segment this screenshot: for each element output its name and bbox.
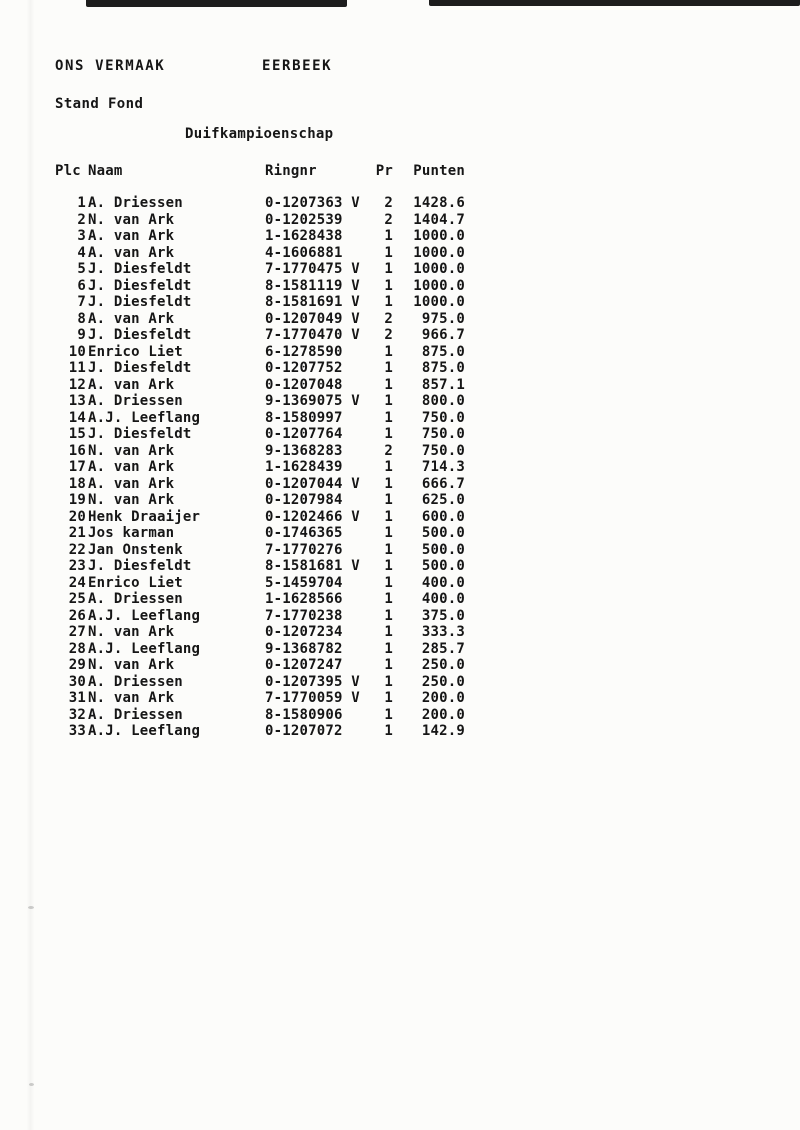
cell-plc: 30 [68,673,86,690]
cell-plc: 6 [77,277,86,294]
cell-punten: 1000.0 [413,294,465,310]
cell-pr: 1 [384,690,393,706]
cell-naam: N. van Ark [88,690,175,706]
cell-plc: 13 [68,393,86,409]
cell-pr: 1 [384,343,393,360]
cell-naam: J. Diesfeldt [88,360,192,376]
cell-plc: 27 [68,624,86,640]
cell-naam: N. van Ark [88,211,175,228]
cell-plc: 9 [77,327,86,343]
cell-pr: 1 [384,508,393,525]
cell-punten: 966.7 [421,327,465,343]
table-row [55,360,475,377]
cell-plc: 8 [77,310,86,327]
table-row [55,624,475,641]
cell-plc: 2 [77,211,86,228]
cell-punten: 875.0 [421,360,465,376]
cell-naam: Henk Draaijer [88,508,201,525]
table-row [55,608,475,625]
cell-naam: A.J. Leeflang [88,409,201,426]
cell-naam: N. van Ark [88,492,175,508]
table-row [55,641,475,658]
cell-naam: J. Diesfeldt [88,277,192,294]
cell-plc: 31 [68,690,86,706]
cell-ringnr: 1-1628566 [265,591,343,607]
cell-pr: 2 [384,211,393,228]
cell-ringnr: 7-1770475 V [265,261,360,277]
cell-plc: 11 [68,360,86,376]
cell-pr: 1 [384,475,393,492]
cell-plc: 16 [68,442,86,459]
table-row [55,509,475,526]
cell-punten: 875.0 [421,343,465,360]
cell-pr: 1 [384,624,393,640]
cell-naam: A. van Ark [88,376,175,393]
cell-ringnr: 8-1581119 V [265,277,360,294]
cell-pr: 1 [384,673,393,690]
cell-ringnr: 9-1368283 [265,442,343,459]
cell-naam: A.J. Leeflang [88,723,201,739]
cell-plc: 4 [77,244,86,261]
cell-plc: 32 [68,706,86,723]
report-subtitle: Stand Fond [55,96,144,112]
cell-pr: 1 [384,261,393,277]
table-row [55,294,475,311]
scan-smudge [29,1083,34,1086]
table-row [55,525,475,542]
cell-ringnr: 1-1628439 [265,459,343,475]
cell-pr: 1 [384,723,393,739]
cell-plc: 24 [68,574,86,591]
cell-ringnr: 7-1770238 [265,607,343,624]
cell-naam: A. van Ark [88,459,175,475]
cell-naam: J. Diesfeldt [88,261,192,277]
cell-ringnr: 0-1207048 [265,376,343,393]
table-row [55,542,475,559]
cell-naam: J. Diesfeldt [88,294,192,310]
cell-naam: A.J. Leeflang [88,640,201,657]
table-row [55,212,475,229]
cell-plc: 3 [77,228,86,244]
cell-ringnr: 9-1368782 [265,640,343,657]
cell-ringnr: 5-1459704 [265,574,343,591]
cell-ringnr: 0-1207072 [265,723,343,739]
cell-pr: 1 [384,591,393,607]
cell-pr: 1 [384,228,393,244]
cell-pr: 2 [384,327,393,343]
cell-punten: 1404.7 [413,211,465,228]
cell-punten: 975.0 [421,310,465,327]
cell-naam: N. van Ark [88,442,175,459]
cell-punten: 400.0 [421,574,465,591]
cell-pr: 1 [384,393,393,409]
cell-punten: 500.0 [421,525,465,541]
cell-pr: 2 [384,310,393,327]
cell-naam: N. van Ark [88,624,175,640]
cell-naam: A. van Ark [88,310,175,327]
scan-smudge [28,906,34,909]
cell-punten: 200.0 [421,690,465,706]
cell-punten: 1000.0 [413,277,465,294]
table-row [55,245,475,262]
cell-plc: 25 [68,591,86,607]
cell-naam: A.J. Leeflang [88,607,201,624]
cell-pr: 1 [384,360,393,376]
cell-naam: J. Diesfeldt [88,426,192,442]
cell-ringnr: 0-1207234 [265,624,343,640]
cell-naam: A. Driessen [88,195,183,211]
scan-artifact-bar-right [429,0,800,6]
cell-naam: A. van Ark [88,475,175,492]
cell-punten: 750.0 [421,442,465,459]
report-title: Duifkampioenschap [185,126,334,142]
cell-plc: 7 [77,294,86,310]
cell-ringnr: 8-1580906 [265,706,343,723]
cell-plc: 26 [68,607,86,624]
cell-plc: 33 [68,723,86,739]
cell-ringnr: 8-1581691 V [265,294,360,310]
cell-plc: 18 [68,475,86,492]
table-row [55,410,475,427]
cell-naam: Jos karman [88,525,175,541]
cell-plc: 5 [77,261,86,277]
cell-pr: 1 [384,525,393,541]
cell-ringnr: 8-1581681 V [265,558,360,574]
cell-plc: 20 [68,508,86,525]
cell-pr: 1 [384,277,393,294]
table-row [55,707,475,724]
cell-naam: J. Diesfeldt [88,327,192,343]
cell-ringnr: 1-1628438 [265,228,343,244]
club-city: EERBEEK [262,58,333,74]
table-row [55,575,475,592]
table-row [55,344,475,361]
cell-pr: 1 [384,244,393,261]
table-body [55,195,475,740]
cell-punten: 714.3 [421,459,465,475]
cell-pr: 1 [384,459,393,475]
cell-ringnr: 0-1207363 V [265,195,360,211]
cell-plc: 10 [68,343,86,360]
cell-punten: 375.0 [421,607,465,624]
cell-pr: 1 [384,657,393,673]
table-row [55,492,475,509]
cell-pr: 1 [384,376,393,393]
cell-naam: Enrico Liet [88,343,183,360]
table-row [55,674,475,691]
cell-naam: Enrico Liet [88,574,183,591]
cell-punten: 333.3 [421,624,465,640]
table-row [55,591,475,608]
cell-punten: 250.0 [421,657,465,673]
cell-plc: 19 [68,492,86,508]
cell-naam: A. van Ark [88,244,175,261]
cell-punten: 400.0 [421,591,465,607]
column-header-plc: Plc [55,163,81,179]
cell-ringnr: 0-1207395 V [265,673,360,690]
table-row [55,195,475,212]
cell-pr: 1 [384,294,393,310]
cell-ringnr: 8-1580997 [265,409,343,426]
cell-plc: 14 [68,409,86,426]
cell-punten: 1428.6 [413,195,465,211]
table-row [55,377,475,394]
table-row [55,459,475,476]
column-header-pr: Pr [375,163,393,179]
cell-naam: A. Driessen [88,591,183,607]
cell-naam: A. Driessen [88,673,183,690]
cell-plc: 1 [77,195,86,211]
column-header-ringnr: Ringnr [265,163,317,179]
cell-ringnr: 7-1770059 V [265,690,360,706]
table-row [55,723,475,740]
table-row [55,327,475,344]
cell-punten: 800.0 [421,393,465,409]
cell-ringnr: 9-1369075 V [265,393,360,409]
cell-ringnr: 0-1207984 [265,492,343,508]
cell-plc: 29 [68,657,86,673]
cell-naam: J. Diesfeldt [88,558,192,574]
cell-ringnr: 0-1207044 V [265,475,360,492]
cell-pr: 1 [384,706,393,723]
cell-ringnr: 7-1770470 V [265,327,360,343]
cell-punten: 750.0 [421,426,465,442]
table-row [55,690,475,707]
cell-plc: 15 [68,426,86,442]
cell-plc: 23 [68,558,86,574]
cell-pr: 1 [384,409,393,426]
cell-naam: A. Driessen [88,706,183,723]
scan-edge-shading [26,0,35,1130]
club-name: ONS VERMAAK [55,58,166,74]
cell-punten: 857.1 [421,376,465,393]
cell-pr: 1 [384,574,393,591]
cell-naam: A. Driessen [88,393,183,409]
cell-ringnr: 4-1606881 [265,244,343,261]
table-row [55,278,475,295]
cell-pr: 2 [384,442,393,459]
header-line [55,58,333,74]
cell-plc: 22 [68,541,86,558]
cell-pr: 1 [384,492,393,508]
cell-punten: 500.0 [421,558,465,574]
cell-ringnr: 0-1207764 [265,426,343,442]
scan-artifact-bar-left [86,0,347,7]
cell-ringnr: 0-1746365 [265,525,343,541]
table-row [55,443,475,460]
cell-punten: 750.0 [421,409,465,426]
table-row [55,558,475,575]
cell-naam: A. van Ark [88,228,175,244]
cell-punten: 200.0 [421,706,465,723]
cell-ringnr: 7-1770276 [265,541,343,558]
cell-punten: 500.0 [421,541,465,558]
table-row [55,426,475,443]
cell-punten: 1000.0 [413,228,465,244]
cell-punten: 1000.0 [413,261,465,277]
cell-punten: 142.9 [421,723,465,739]
cell-punten: 285.7 [421,640,465,657]
table-row [55,657,475,674]
cell-pr: 1 [384,558,393,574]
cell-punten: 666.7 [421,475,465,492]
column-header-punten: Punten [413,163,465,179]
cell-plc: 12 [68,376,86,393]
cell-naam: N. van Ark [88,657,175,673]
table-row [55,311,475,328]
cell-punten: 1000.0 [413,244,465,261]
cell-plc: 28 [68,640,86,657]
table-row [55,228,475,245]
table-header-row [55,163,475,180]
cell-ringnr: 0-1202539 [265,211,343,228]
cell-punten: 250.0 [421,673,465,690]
cell-naam: Jan Onstenk [88,541,183,558]
cell-ringnr: 0-1202466 V [265,508,360,525]
cell-pr: 1 [384,607,393,624]
cell-pr: 2 [384,195,393,211]
cell-pr: 1 [384,640,393,657]
cell-pr: 1 [384,541,393,558]
cell-punten: 600.0 [421,508,465,525]
table-row [55,476,475,493]
cell-plc: 21 [68,525,86,541]
cell-ringnr: 0-1207247 [265,657,343,673]
cell-punten: 625.0 [421,492,465,508]
cell-ringnr: 6-1278590 [265,343,343,360]
cell-plc: 17 [68,459,86,475]
column-header-naam: Naam [88,163,123,179]
table-row [55,261,475,278]
cell-ringnr: 0-1207752 [265,360,343,376]
cell-pr: 1 [384,426,393,442]
cell-ringnr: 0-1207049 V [265,310,360,327]
table-row [55,393,475,410]
